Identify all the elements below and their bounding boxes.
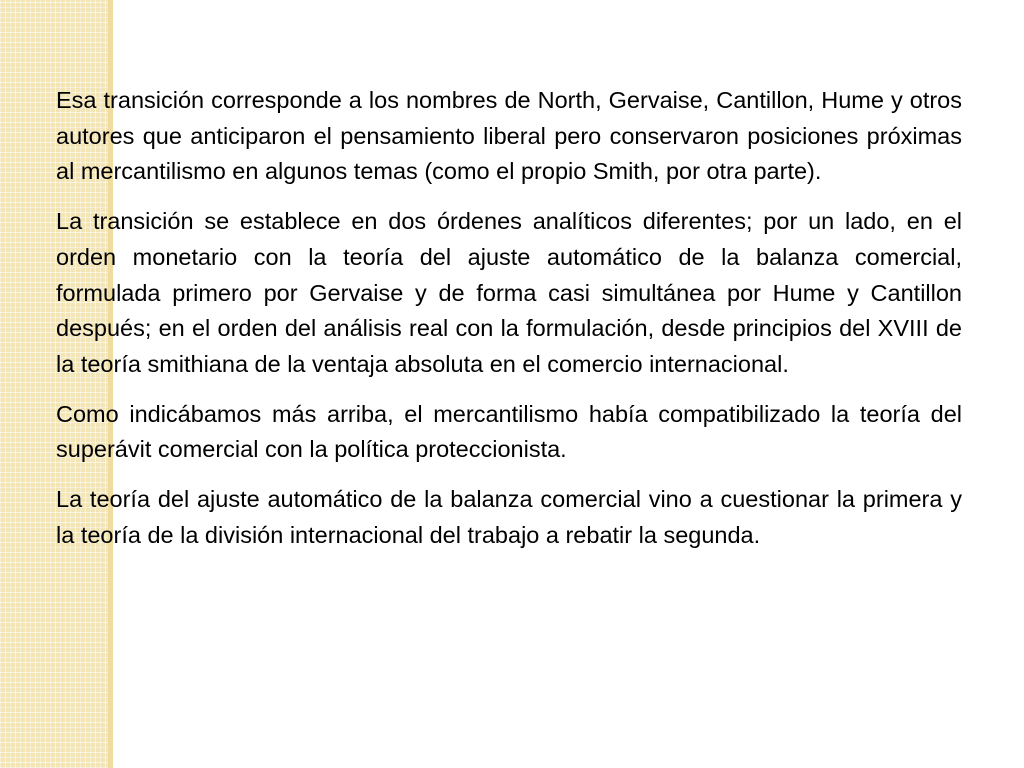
paragraph-3: Como indicábamos más arriba, el mercantilismo había compatibilizado la teoría del superávit comercial con la política proteccionista.	[56, 400, 962, 463]
paragraph-2: La transición se establece en dos órdenes analíticos diferentes; por un lado, en el orden monetario con la teoría del ajuste automático de la balanza comercial, formulada primero por Gervaise y de forma casi simultánea por Hume y Cantillon después; en el orden del análisis real con la formulación, desde principios del XVIII de la teoría smithiana de la ventaja absoluta en el comercio internacional.	[56, 208, 962, 377]
paragraph-1: Esa transición corresponde a los nombres de North, Gervaise, Cantillon, Hume y otros autores que anticiparon el pensamiento liberal pero conservaron posiciones próximas al mercantilismo en algunos temas (como el propio Smith, por otra parte).	[56, 87, 962, 185]
paragraph-4: La teoría del ajuste automático de la balanza comercial vino a cuestionar la primera y la teoría de la división internacional del trabajo a rebatir la segunda.	[56, 486, 962, 548]
slide-body	[56, 83, 962, 567]
